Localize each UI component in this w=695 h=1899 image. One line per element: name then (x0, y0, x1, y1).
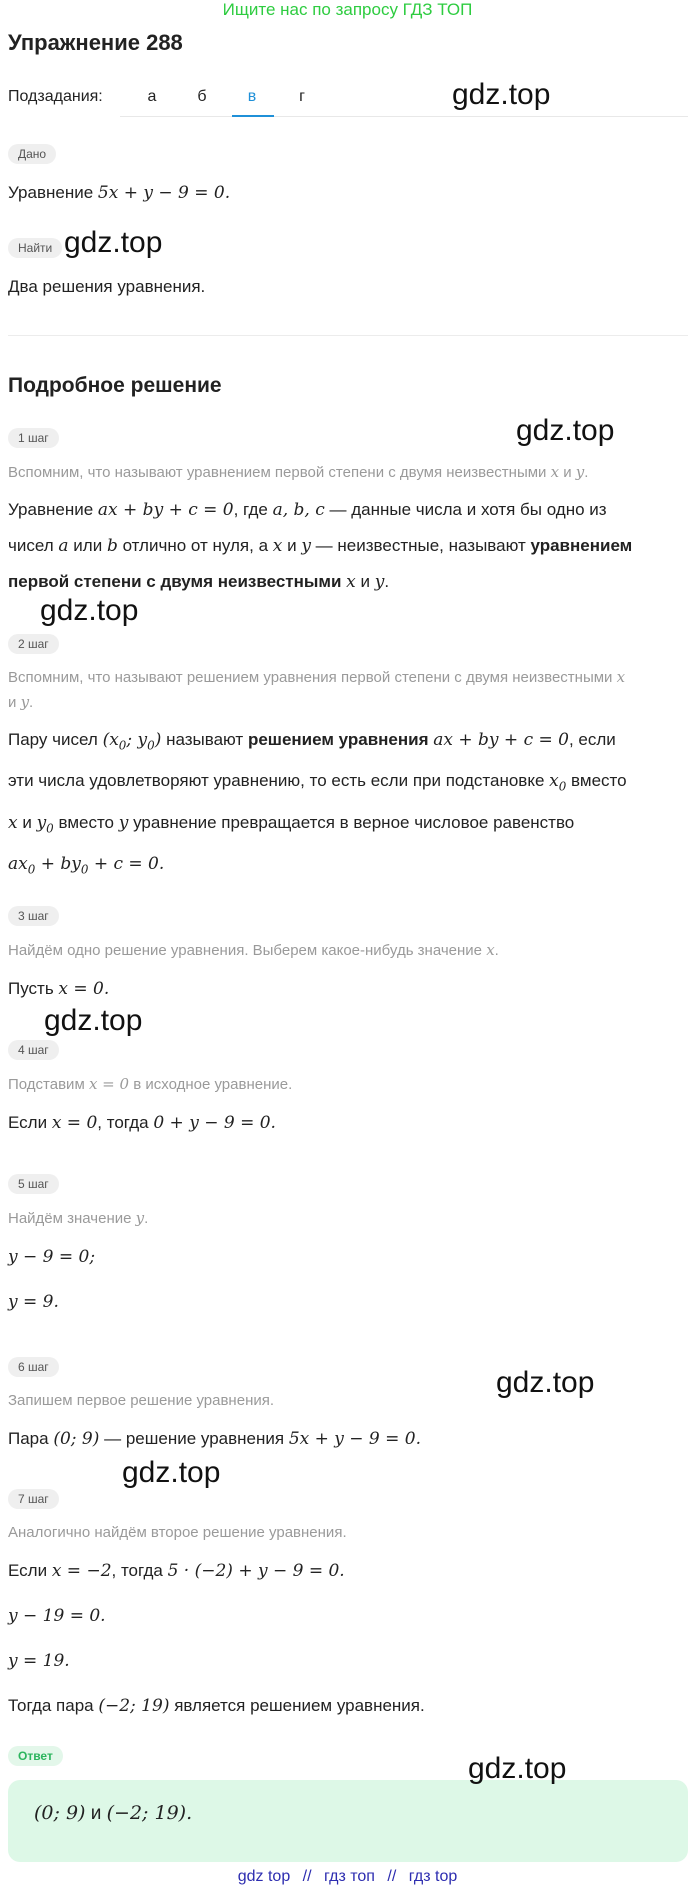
given-prefix: Уравнение (8, 183, 94, 202)
step-1-t6: отлично от нуля, а (122, 536, 269, 555)
step-1-t2: , где (233, 500, 268, 519)
step-7-pill: 7 шаг (8, 1489, 59, 1509)
step-5-hint-text: Найдём значение (8, 1210, 132, 1227)
step-4-hint-a: Подставим (8, 1076, 85, 1093)
watermark-7: gdz.top (122, 1456, 221, 1489)
footer (0, 1868, 695, 1886)
step-3-pill: 3 шаг (8, 906, 59, 926)
step-3-text: Пусть x = 0. (8, 979, 110, 999)
step-7-hint: Аналогично найдём второе решение уравнения. (8, 1524, 347, 1541)
step-3-t1: Пусть (8, 979, 54, 998)
step-2-bold: решением уравнения (247, 730, 429, 749)
footer-link-1[interactable]: gdz top (237, 1868, 291, 1885)
answer-conj: и (90, 1803, 102, 1824)
step-4-hint: Подставим x = 0 в исходное уравнение. (8, 1075, 293, 1093)
step-7-eq-1: y − 19 = 0. (8, 1606, 106, 1626)
step-1-t8: — неизвестные, называют (315, 536, 526, 555)
step-1-t1: Уравнение (8, 500, 94, 519)
step-1-text: Уравнение ax + by + c = 0, где a, b, c — данные числа и хотя бы одно из чисел a или b отлично от нуля, а x и y — неизвестные, называют уравнением первой степени с двумя неизвестными x и y. (8, 500, 633, 592)
step-1-t4: чисел (8, 536, 54, 555)
step-1-t7: и (287, 536, 297, 555)
answer-text: (0; 9) и (−2; 19). (34, 1802, 193, 1824)
step-4-t2: , тогда (97, 1113, 149, 1132)
watermark-6: gdz.top (496, 1366, 595, 1399)
step-7-t4: является решением уравнения. (174, 1696, 425, 1715)
watermark-2: gdz.top (64, 226, 163, 259)
step-2-t5: вместо (571, 771, 627, 791)
section-divider (8, 335, 688, 336)
step-2-t3: , если (568, 730, 616, 749)
answer-box (8, 1780, 688, 1862)
step-2-text: Пару чисел ($x_0$; $y_0$) называют решением уравнения ax + by + c = 0, если эти числа удовлетворяют уравнению, то есть если при подстановке $x_0$ вместо x и $y_0$ вместо y уравнение превращается в верное числовое равенство $ax_0 + by_0 + c = 0$. (8, 730, 627, 877)
step-2-t8: уравнение превращается в верное числовое равенство (133, 812, 575, 832)
given-pill: Дано (8, 144, 56, 164)
step-2-hint: Вспомним, что называют решением уравнения первой степени с двумя неизвестными x и y. (8, 668, 626, 711)
step-7-t2: , тогда (111, 1561, 163, 1580)
step-2-hint-b: и (8, 694, 17, 711)
step-1-hint-text: Вспомним, что называют уравнением первой степени с двумя неизвестными (8, 464, 547, 481)
watermark-8: gdz.top (468, 1752, 567, 1785)
step-4-t1: Если (8, 1113, 48, 1132)
footer-link-2[interactable]: гдз топ (324, 1868, 375, 1885)
step-7-text: Если x = −2, тогда 5 · (−2) + y − 9 = 0. (8, 1561, 345, 1581)
step-1-bold-1: уравнением (530, 536, 633, 555)
step-1-t5: или (73, 536, 103, 555)
step-2-hint-a: Вспомним, что называют решением уравнения первой степени с двумя неизвестными (8, 669, 613, 686)
step-4-text: Если x = 0, тогда 0 + y − 9 = 0. (8, 1113, 276, 1133)
given-text (8, 176, 230, 210)
step-1-hint: Вспомним, что называют уравнением первой степени с двумя неизвестными x и y. (8, 463, 589, 481)
tab-b[interactable]: б (197, 88, 207, 105)
step-6-hint: Запишем первое решение уравнения. (8, 1392, 275, 1409)
subtasks-label: Подзадания: (8, 88, 103, 105)
step-3-hint: Найдём одно решение уравнения. Выберем какое-нибудь значение x. (8, 941, 499, 959)
step-2-t6: и (22, 812, 32, 832)
solution-title: Подробное решение (8, 374, 222, 397)
step-6-text: Пара (0; 9) — решение уравнения 5x + y − 9 = 0. (8, 1429, 422, 1449)
step-2-t2: называют (166, 730, 244, 749)
footer-link-3[interactable]: гдз top (408, 1868, 458, 1885)
find-pill: Найти (8, 238, 62, 258)
watermark-4: gdz.top (40, 594, 139, 627)
watermark-1: gdz.top (452, 78, 551, 111)
search-banner: Ищите нас по запросу ГДЗ ТОП (222, 0, 473, 19)
footer-sep-1: // (302, 1868, 312, 1885)
step-3-hint-text: Найдём одно решение уравнения. Выберем какое-нибудь значение (8, 942, 483, 959)
step-5-eq-2: y = 9. (8, 1292, 59, 1312)
active-tab-underline (232, 115, 274, 117)
step-1-t9: и (360, 572, 370, 591)
watermark-3: gdz.top (516, 414, 615, 447)
step-5-eq-1: y − 9 = 0; (8, 1247, 96, 1267)
step-1-bold-2: первой степени с двумя неизвестными (8, 572, 342, 591)
given-equation: 5x + y − 9 = 0. (97, 183, 231, 203)
step-7-final: Тогда пара (−2; 19) является решением уравнения. (8, 1696, 425, 1716)
step-7-t1: Если (8, 1561, 48, 1580)
step-6-t1: Пара (8, 1429, 49, 1448)
watermark-5: gdz.top (44, 1004, 143, 1037)
step-6-t2: — решение уравнения (104, 1429, 285, 1448)
step-2-t1: Пару чисел (8, 730, 98, 749)
page-title: Упражнение 288 (8, 30, 183, 55)
tab-g[interactable]: г (299, 88, 305, 105)
step-2-t4: эти числа удовлетворяют уравнению, то есть если при подстановке (8, 771, 545, 791)
step-4-pill: 4 шаг (8, 1040, 59, 1060)
step-5-hint: Найдём значение y. (8, 1209, 149, 1227)
answer-pill: Ответ (8, 1746, 63, 1766)
step-7-t3: Тогда пара (8, 1696, 94, 1715)
tab-a[interactable]: а (147, 88, 157, 105)
step-4-hint-b: в исходное уравнение. (133, 1076, 293, 1093)
tabs-baseline (120, 116, 688, 117)
find-text: Два решения уравнения. (8, 277, 206, 296)
footer-sep-2: // (387, 1868, 397, 1885)
step-2-t7: вместо (58, 812, 115, 832)
tab-v[interactable]: в (247, 88, 257, 105)
step-1-pill: 1 шаг (8, 428, 59, 448)
step-7-eq-2: y = 19. (8, 1651, 70, 1671)
step-6-pill: 6 шаг (8, 1357, 59, 1377)
step-5-pill: 5 шаг (8, 1174, 59, 1194)
step-2-pill: 2 шаг (8, 634, 59, 654)
step-1-t3: — данные числа и хотя бы одно из (329, 500, 607, 519)
